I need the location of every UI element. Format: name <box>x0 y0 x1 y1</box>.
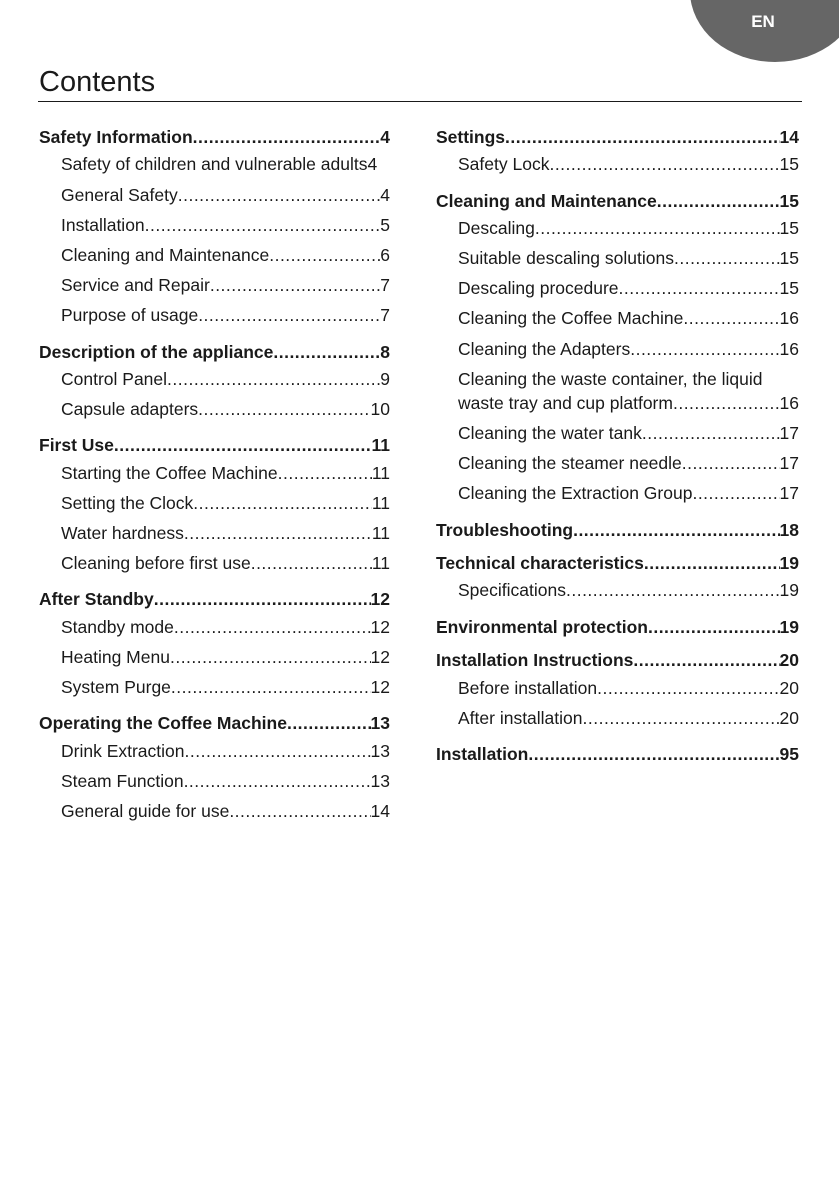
toc-item-title: Cleaning the Extraction Group <box>458 483 693 503</box>
toc-item-title: Cleaning the Coffee Machine <box>458 308 684 328</box>
toc-section[interactable] <box>39 587 390 611</box>
toc-item-title: Setting the Clock <box>61 493 194 513</box>
toc-section-title: First Use <box>39 435 114 455</box>
toc-item[interactable] <box>458 276 799 300</box>
toc-section-title: Operating the Coffee Machine <box>39 713 287 733</box>
toc-item[interactable] <box>458 676 799 700</box>
toc-page-number: 10 <box>370 399 390 419</box>
toc-item-title: Control Panel <box>61 369 168 389</box>
toc-section[interactable] <box>39 711 390 735</box>
toc-section[interactable] <box>436 551 799 575</box>
toc-page-number: 12 <box>370 647 390 667</box>
toc-item-title: General guide for use <box>61 801 230 821</box>
toc-item-title: Safety Lock <box>458 154 550 174</box>
toc-item[interactable] <box>458 337 799 361</box>
toc-section[interactable] <box>436 189 799 213</box>
toc-section-title: Troubleshooting <box>436 520 574 540</box>
toc-page-number: 17 <box>779 453 799 473</box>
toc-item[interactable] <box>458 152 799 176</box>
toc-page-number: 15 <box>779 248 799 268</box>
toc-item-title: Descaling procedure <box>458 278 619 298</box>
toc-page-number: 4 <box>380 127 390 147</box>
toc-item-title: Cleaning before first use <box>61 553 251 573</box>
toc-item-title-continued: waste tray and cup platform <box>458 393 673 413</box>
toc-section[interactable] <box>436 518 799 542</box>
toc-item[interactable] <box>458 481 799 505</box>
toc-item[interactable] <box>61 303 390 327</box>
toc-section[interactable] <box>39 340 390 364</box>
toc-item-title: Cleaning the waste container, the liquid <box>458 369 763 389</box>
toc-page-number: 20 <box>779 678 799 698</box>
toc-page-number: 9 <box>380 369 390 389</box>
toc-item-title: System Purge <box>61 677 171 697</box>
toc-page-number: 19 <box>779 617 799 637</box>
toc-page-number: 14 <box>779 127 799 147</box>
toc-item[interactable] <box>61 397 390 421</box>
toc-section[interactable] <box>436 648 799 672</box>
toc-page-number: 15 <box>779 154 799 174</box>
toc-item[interactable] <box>61 273 390 297</box>
toc-page-number: 14 <box>370 801 390 821</box>
toc-item-title: Before installation <box>458 678 598 698</box>
toc-page-number: 18 <box>779 520 799 540</box>
toc-item-title: Heating Menu <box>61 647 170 667</box>
language-label: EN <box>751 12 775 31</box>
toc-item[interactable] <box>61 243 390 267</box>
toc-section[interactable] <box>39 433 390 457</box>
toc-section[interactable] <box>436 125 799 149</box>
toc-item[interactable] <box>458 216 799 240</box>
toc-section-title: After Standby <box>39 589 154 609</box>
toc-item[interactable] <box>61 551 390 575</box>
toc-section-title: Environmental protection <box>436 617 648 637</box>
toc-page-number: 15 <box>779 191 799 211</box>
toc-item-title: Cleaning the Adapters <box>458 339 631 359</box>
toc-page-number: 20 <box>779 708 799 728</box>
toc-page-number: 8 <box>380 342 390 362</box>
toc-item-title: Cleaning the water tank <box>458 423 642 443</box>
toc-item[interactable] <box>458 578 799 602</box>
toc-page-number: 7 <box>380 305 390 325</box>
toc-item-title: After installation <box>458 708 583 728</box>
toc-page-number: 6 <box>380 245 390 265</box>
toc-page-number: 20 <box>779 650 799 670</box>
toc-page-number: 95 <box>779 744 799 764</box>
toc-item[interactable] <box>458 367 799 415</box>
toc-item[interactable] <box>61 675 390 699</box>
toc-section[interactable] <box>436 742 799 766</box>
toc-page-number: 12 <box>370 677 390 697</box>
toc-page-number: 11 <box>371 463 390 483</box>
toc-item[interactable] <box>61 615 390 639</box>
toc-page-number: 11 <box>371 435 390 455</box>
toc-section-title: Installation <box>436 744 529 764</box>
title-divider <box>38 101 802 102</box>
toc-item-title: General Safety <box>61 185 178 205</box>
toc-item[interactable] <box>61 491 390 515</box>
toc-page-number: 11 <box>371 523 390 543</box>
toc-section-title: Cleaning and Maintenance <box>436 191 657 211</box>
toc-item-title: Specifications <box>458 580 566 600</box>
toc-page-number: 11 <box>371 553 390 573</box>
toc-page-number: 16 <box>779 393 799 413</box>
toc-item-title: Safety of children and vulnerable adults <box>61 154 368 174</box>
toc-section-title: Safety Information <box>39 127 193 147</box>
toc-item[interactable] <box>458 306 799 330</box>
toc-item[interactable] <box>61 799 390 823</box>
toc-page-number: 13 <box>370 713 390 733</box>
toc-page-number: 5 <box>380 215 390 235</box>
toc-item-title: Starting the Coffee Machine <box>61 463 278 483</box>
toc-item[interactable] <box>61 183 390 207</box>
toc-item[interactable] <box>458 706 799 730</box>
toc-item-title: Cleaning the steamer needle <box>458 453 682 473</box>
toc-section-title: Description of the appliance <box>39 342 274 362</box>
toc-item-title: Standby mode <box>61 617 174 637</box>
toc-page-number: 16 <box>779 308 799 328</box>
toc-item-title: Purpose of usage <box>61 305 199 325</box>
toc-page-number: 4 <box>367 154 378 174</box>
toc-page-number: 17 <box>779 483 799 503</box>
toc-section-title: Technical characteristics <box>436 553 644 573</box>
toc-page-number: 15 <box>779 218 799 238</box>
toc-item[interactable] <box>458 246 799 270</box>
toc-item[interactable] <box>61 152 390 176</box>
toc-item-title: Water hardness <box>61 523 184 543</box>
toc-item-title: Cleaning and Maintenance <box>61 245 270 265</box>
toc-section[interactable] <box>39 125 390 149</box>
toc-item[interactable] <box>61 521 390 545</box>
toc-page-number: 19 <box>779 553 799 573</box>
toc-item[interactable] <box>458 451 799 475</box>
toc-page-number: 19 <box>779 580 799 600</box>
toc-item-title: Service and Repair <box>61 275 210 295</box>
toc-page-number: 7 <box>380 275 390 295</box>
toc-page-number: 17 <box>779 423 799 443</box>
toc-item[interactable] <box>61 461 390 485</box>
toc-item[interactable] <box>61 645 390 669</box>
toc-page-number: 12 <box>370 589 390 609</box>
toc-page-number: 16 <box>779 339 799 359</box>
page-title: Contents <box>39 66 156 98</box>
toc-item-title: Suitable descaling solutions <box>458 248 674 268</box>
toc-item-title: Descaling <box>458 218 535 238</box>
toc-item[interactable] <box>458 421 799 445</box>
toc-page-number: 11 <box>371 493 390 513</box>
toc-item-title: Capsule adapters <box>61 399 199 419</box>
toc-item[interactable] <box>61 739 390 763</box>
toc-page-number: 15 <box>779 278 799 298</box>
toc-item-title: Installation <box>61 215 145 235</box>
toc-page-number: 4 <box>380 185 390 205</box>
toc-item-title: Steam Function <box>61 771 184 791</box>
toc-item[interactable] <box>61 769 390 793</box>
toc-item[interactable] <box>61 213 390 237</box>
toc-section-title: Settings <box>436 127 506 147</box>
toc-section-title: Installation Instructions <box>436 650 634 670</box>
toc-page-number: 13 <box>370 771 390 791</box>
toc-page-number: 13 <box>370 741 390 761</box>
toc-section[interactable] <box>436 615 799 639</box>
toc-item[interactable] <box>61 367 390 391</box>
toc-item-title: Drink Extraction <box>61 741 185 761</box>
toc-page-number: 12 <box>370 617 390 637</box>
